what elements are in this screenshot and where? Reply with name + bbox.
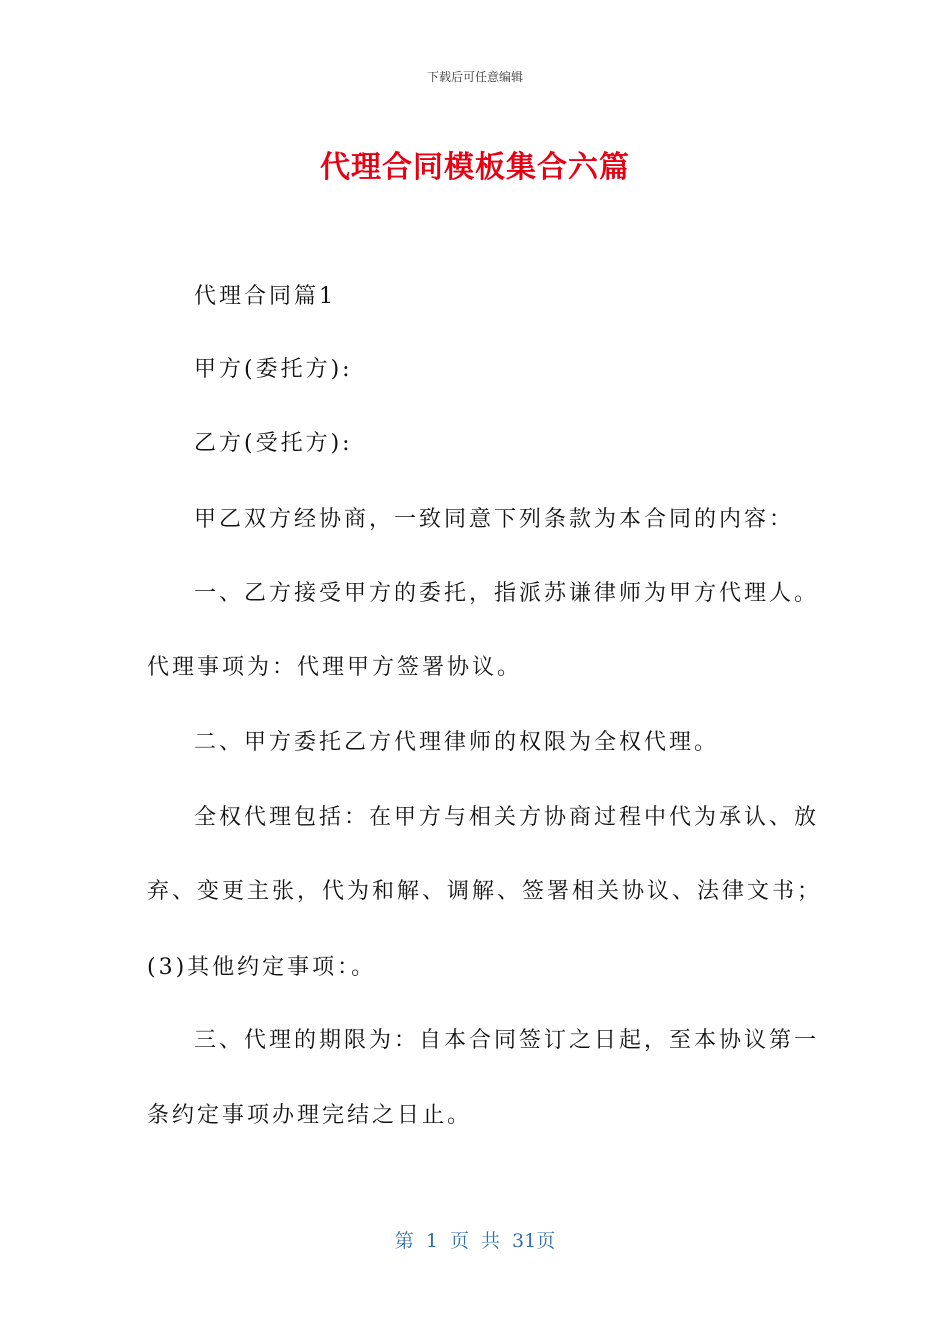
paragraph-line: 三、代理的期限为：自本合同签订之日起，至本协议第一	[194, 1028, 820, 1053]
section-heading: 代理合同篇1	[194, 284, 336, 309]
header-note: 下载后可任意编辑	[426, 70, 523, 84]
paragraph-line: 弃、变更主张，代为和解、调解、签署相关协议、法律文书；	[147, 879, 823, 904]
paragraph-line: 甲乙双方经协商，一致同意下列条款为本合同的内容：	[194, 507, 795, 532]
document-title: 代理合同模板集合六篇	[320, 150, 630, 185]
paragraph-line: 代理事项为：代理甲方签署协议。	[147, 655, 523, 680]
paragraph-line: (3)其他约定事项：。	[147, 955, 377, 980]
party-b-line: 乙方(受托方):	[194, 431, 353, 456]
paragraph-line: 条约定事项办理完结之日止。	[147, 1103, 473, 1128]
paragraph-line: 一、乙方接受甲方的委托，指派苏谦律师为甲方代理人。	[194, 581, 820, 606]
paragraph-line: 二、甲方委托乙方代理律师的权限为全权代理。	[194, 730, 720, 755]
page-footer: 第 1 页 共 31页	[394, 1230, 556, 1252]
party-a-line: 甲方(委托方):	[194, 357, 353, 382]
paragraph-line: 全权代理包括：在甲方与相关方协商过程中代为承认、放	[194, 805, 820, 830]
